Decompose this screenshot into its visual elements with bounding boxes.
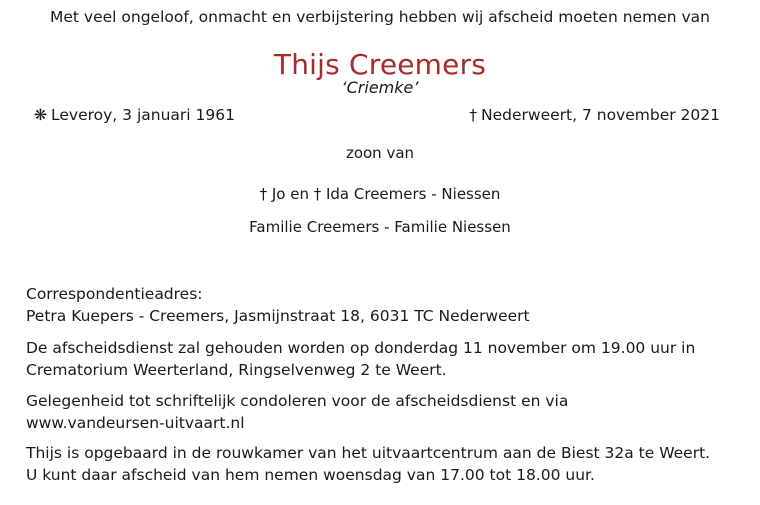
birth-text: Leveroy, 3 januari 1961 xyxy=(51,106,235,124)
families-names: Familie Creemers - Familie Niessen xyxy=(249,218,511,236)
viewing-line-1: Thijs is opgebaard in de rouwkamer van het uitvaartcentrum aan de Biest 32a te Weert. xyxy=(26,444,711,462)
death-cross-icon: † xyxy=(469,106,478,124)
condolence-block xyxy=(26,391,746,434)
death-text: Nederweert, 7 november 2021 xyxy=(481,106,720,124)
correspondence-address: Petra Kuepers - Creemers, Jasmijnstraat 18, 6031 TC Nederweert xyxy=(26,306,530,325)
condolence-line-1: Gelegenheid tot schriftelijk condoleren voor de afscheidsdienst en via xyxy=(26,392,569,410)
son-of-label: zoon van xyxy=(345,144,415,162)
intro-text: Met veel ongeloof, onmacht en verbijstering hebben wij afscheid moeten nemen van xyxy=(50,8,710,26)
death-info xyxy=(469,106,720,124)
service-line-2: Crematorium Weerterland, Ringselvenweg 2 te Weert. xyxy=(26,360,447,379)
service-block xyxy=(26,338,746,381)
birth-info xyxy=(34,106,235,124)
service-line-1: De afscheidsdienst zal gehouden worden op donderdag 11 november om 19.00 uur in xyxy=(26,339,696,357)
deceased-name: Thijs Creemers xyxy=(273,48,487,81)
condolence-website-link[interactable]: www.vandeursen-uitvaart.nl xyxy=(26,413,245,432)
parents-names: † Jo en † Ida Creemers - Niessen xyxy=(259,185,501,203)
correspondence-block xyxy=(26,284,746,327)
nickname: ‘Criemke’ xyxy=(341,78,419,97)
viewing-line-2: U kunt daar afscheid van hem nemen woensdag van 17.00 tot 18.00 uur. xyxy=(26,465,595,484)
correspondence-label: Correspondentieadres: xyxy=(26,285,203,303)
birth-star-icon: ❋ xyxy=(34,106,47,124)
viewing-block xyxy=(26,443,746,486)
